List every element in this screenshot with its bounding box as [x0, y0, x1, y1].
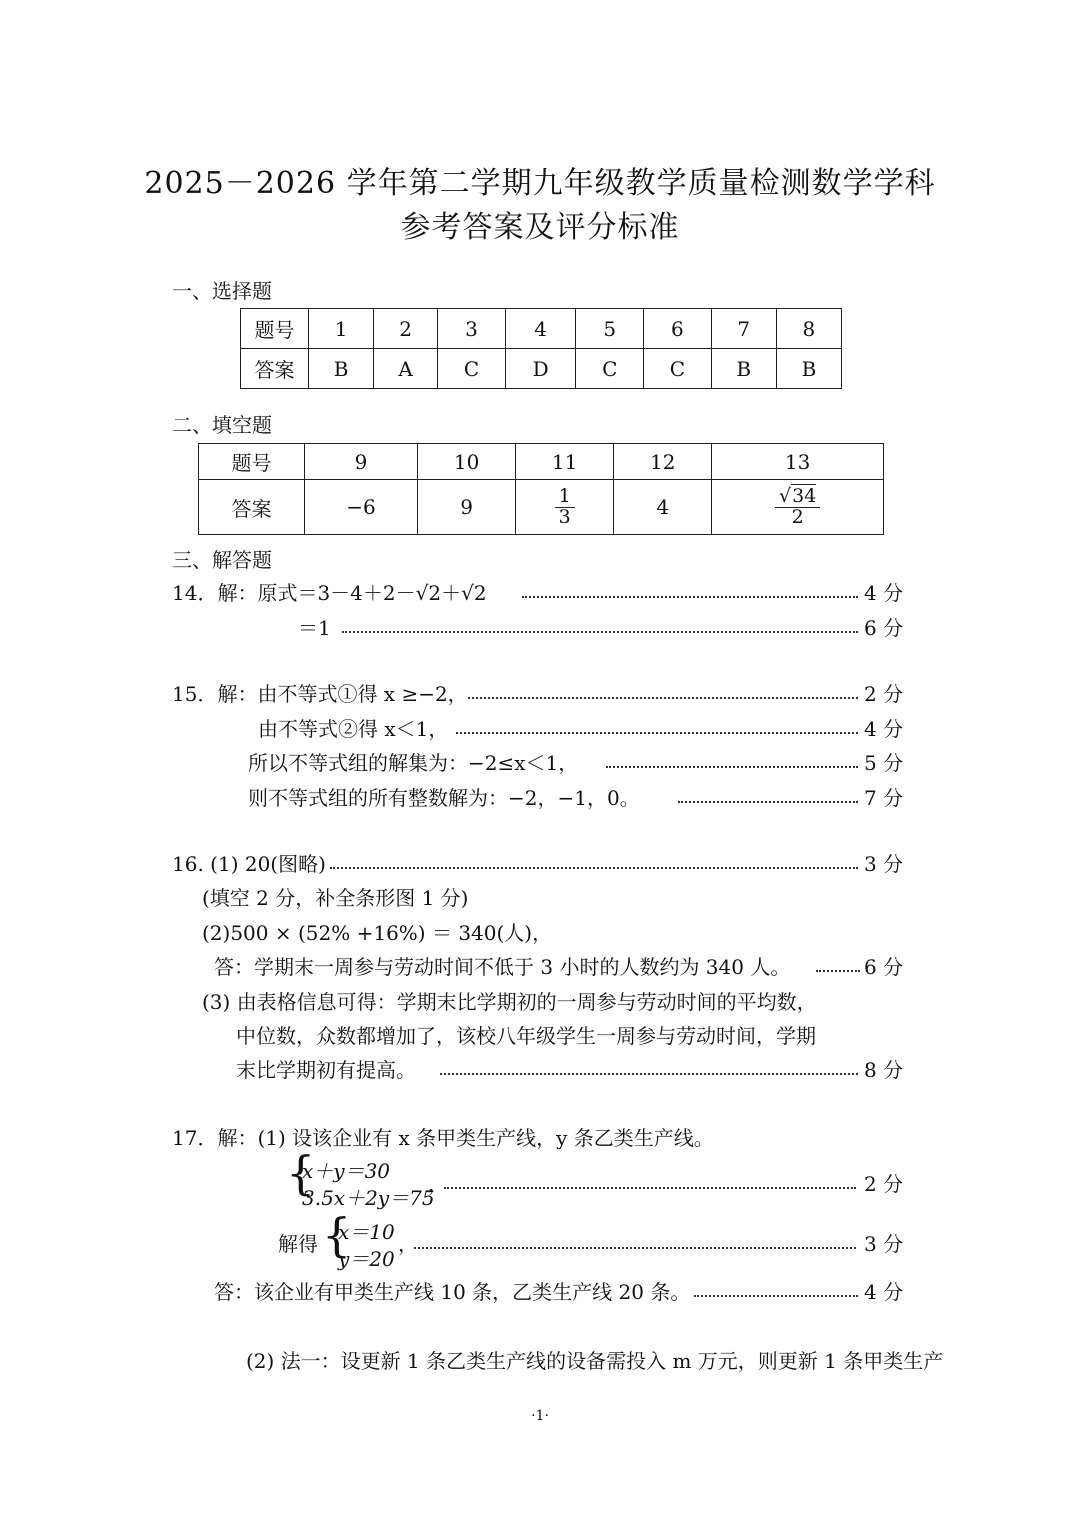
dot-leader [694, 1295, 858, 1297]
q14-line-1: 14．解：原式＝3－4＋2－√2＋√2 [172, 581, 487, 605]
row-label: 题号 [241, 309, 309, 349]
answer-cell: 9 [418, 480, 516, 535]
answer-cell: B [776, 349, 841, 389]
answer-cell: −6 [305, 480, 418, 535]
dot-leader [456, 732, 858, 734]
row-label: 题号 [199, 444, 305, 480]
score: 3 分 [864, 1232, 904, 1256]
table-row [199, 444, 884, 480]
left-brace: { [286, 1146, 316, 1200]
row-label: 答案 [199, 480, 305, 535]
score: 3 分 [864, 852, 904, 876]
answer-cell: A [374, 349, 438, 389]
section-heading-choice: 一、选择题 [172, 279, 272, 303]
comma: ， [398, 1232, 418, 1256]
solve-label: 解得 [278, 1232, 318, 1256]
q16-line-4: 答：学期末一周参与劳动时间不低于 3 小时的人数约为 340 人。 [214, 955, 791, 979]
answer-cell: 4 [614, 480, 712, 535]
system1-eq1: x＋y＝30 [302, 1159, 391, 1183]
question-number: 10 [418, 444, 516, 480]
answer-cell: C [644, 349, 712, 389]
dot-leader [330, 867, 858, 869]
score: 4 分 [864, 1280, 904, 1304]
comma: ， [428, 1172, 448, 1196]
system2-eq1: x＝10 [338, 1220, 395, 1244]
system1-eq2: 3.5x＋2y＝75 [302, 1186, 435, 1210]
q17-part2-line: (2) 法一：设更新 1 条乙类生产线的设备需投入 m 万元，则更新 1 条甲类生产 [246, 1349, 944, 1373]
score: 7 分 [864, 786, 904, 810]
score: 5 分 [864, 751, 904, 775]
question-number: 4 [505, 309, 576, 349]
score: 4 分 [864, 581, 904, 605]
question-number: 7 [711, 309, 776, 349]
score: 2 分 [864, 1172, 904, 1196]
question-number: 12 [614, 444, 712, 480]
table-row [241, 309, 842, 349]
score: 2 分 [864, 682, 904, 706]
question-number: 6 [644, 309, 712, 349]
document-title: 2025－2026 学年第二学期九年级教学质量检测数学学科 [144, 166, 936, 201]
fraction-numerator: 1 [555, 487, 575, 508]
left-brace: { [322, 1208, 352, 1262]
answer-cell: C [576, 349, 644, 389]
question-number: 11 [516, 444, 614, 480]
score: 8 分 [864, 1058, 904, 1082]
answer-cell [712, 480, 884, 535]
score: 6 分 [864, 616, 904, 640]
row-label: 答案 [241, 349, 309, 389]
question-number: 2 [374, 309, 438, 349]
answer-cell: B [711, 349, 776, 389]
dot-leader [342, 631, 858, 633]
q16-line-2: (填空 2 分，补全条形图 1 分) [202, 886, 469, 910]
q15-line-3: 所以不等式组的解集为：−2≤x＜1， [248, 751, 579, 775]
dot-leader [606, 766, 858, 768]
fraction-denominator: 3 [558, 505, 571, 528]
sqrt-symbol: √34 [778, 484, 817, 507]
q15-line-4: 则不等式组的所有整数解为：−2，−1，0。 [248, 786, 640, 810]
choice-answer-table [240, 308, 842, 389]
q16-line-1: 16. (1) 20(图略) [172, 852, 326, 876]
fill-answer-table [198, 443, 884, 535]
page-number: ·1· [531, 1408, 549, 1424]
answer-cell: C [438, 349, 506, 389]
section-heading-solve: 三、解答题 [172, 548, 272, 572]
table-row [199, 480, 884, 535]
q17-line-1: 17．解：(1) 设该企业有 x 条甲类生产线，y 条乙类生产线。 [172, 1126, 714, 1150]
q14-line-2: ＝1 [298, 616, 331, 640]
dot-leader [678, 801, 858, 803]
q16-line-6: 中位数，众数都增加了，该校八年级学生一周参与劳动时间，学期 [236, 1024, 816, 1048]
document-subtitle: 参考答案及评分标准 [400, 210, 680, 245]
question-number: 9 [305, 444, 418, 480]
answer-cell [516, 480, 614, 535]
dot-leader [816, 970, 860, 972]
q15-line-2: 由不等式②得 x＜1， [258, 717, 449, 741]
q16-line-3: (2)500 × (52% +16%) ＝ 340(人)， [202, 921, 553, 945]
answer-cell: D [505, 349, 576, 389]
table-row [241, 349, 842, 389]
dot-leader [414, 1247, 856, 1249]
radicand: 34 [792, 484, 817, 507]
fraction [555, 484, 575, 528]
dot-leader [468, 697, 858, 699]
q15-line-1: 15．解：由不等式①得 x ≥−2， [172, 682, 468, 706]
score: 4 分 [864, 717, 904, 741]
question-number: 13 [712, 444, 884, 480]
fraction-denominator: 2 [791, 505, 804, 528]
question-number: 8 [776, 309, 841, 349]
q17-answer: 答：该企业有甲类生产线 10 条，乙类生产线 20 条。 [214, 1280, 691, 1304]
system2-eq2: y＝20 [338, 1247, 395, 1271]
dot-leader [522, 596, 858, 598]
q16-line-7: 末比学期初有提高。 [236, 1058, 416, 1082]
fraction [775, 484, 820, 528]
dot-leader [444, 1187, 856, 1189]
score: 6 分 [864, 955, 904, 979]
question-number: 3 [438, 309, 506, 349]
question-number: 1 [309, 309, 374, 349]
fraction-numerator [775, 484, 820, 508]
dot-leader [440, 1073, 858, 1075]
section-heading-fill: 二、填空题 [172, 413, 272, 437]
q16-line-5: (3) 由表格信息可得：学期末比学期初的一周参与劳动时间的平均数， [202, 990, 817, 1014]
question-number: 5 [576, 309, 644, 349]
answer-cell: B [309, 349, 374, 389]
